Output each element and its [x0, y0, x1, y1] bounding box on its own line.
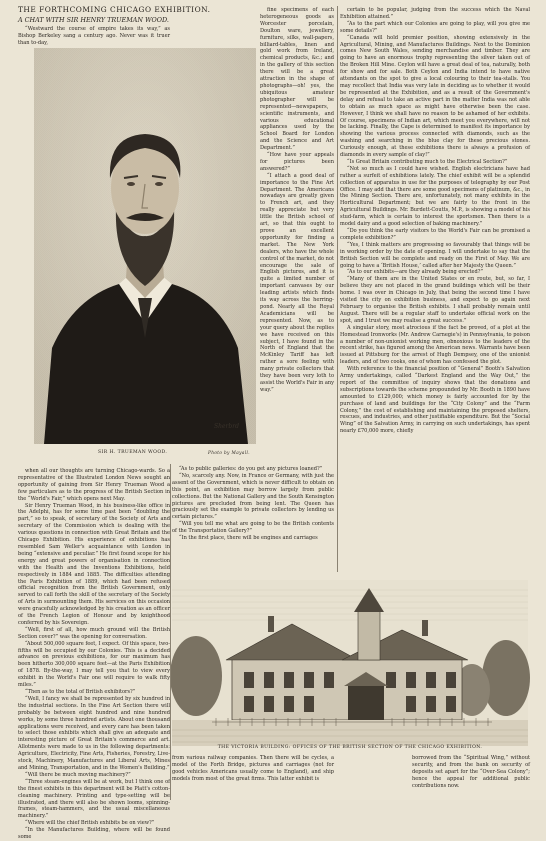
portrait-caption: SIR H. TRUEMAN WOOD. — [98, 450, 168, 455]
column-2-bottom — [172, 755, 334, 799]
article-paragraph: “Three steam-engines will be at work, but I think one of the finest exhibits in this department will be Platt's cotton-cleaning machinery. Printing and type-setting will be illustrated, and there will also be shown looms, spinning-frames, steam-hammers, and the usual miscellaneous machinery.” — [18, 778, 170, 820]
article-paragraph: “Will there be much moving machinery?” — [25, 771, 131, 778]
article-paragraph: “Do you think the early visitors to the World's Fair can be promised a complete exhibition?” — [340, 228, 530, 241]
photo-credit: Photo by Mayall. — [208, 450, 251, 455]
artist-signature: Sherbrd — [214, 423, 239, 430]
article-paragraph: With reference to the financial position of “General” Booth's Salvation Army undertakings, called “Darkest England and the Way Out,” the report of the committee of inquiry shows that the donations and subscriptions towards the scheme propounded by Mr. Booth in 1890 have amounted to £129,000; which money is fairly accounted for by the purchase of land and buildings for the “City Colony” and the “Farm Colony,” the cost of establishing and maintaining the proposed shelters, rescues, and industries, and other justifiable expenditure. But the “Social Wing” of the Salvation Army, in carrying on such undertakings, has spent nearly £70,000 more, chiefly — [340, 366, 530, 435]
column-3 — [340, 7, 530, 575]
victoria-building-illustration — [172, 580, 528, 746]
article-paragraph: “As to our exhibits—are they already being erected?” — [347, 269, 484, 276]
column-1 — [18, 468, 170, 841]
article-paragraph: “Well, first of all, how much ground will the British Section cover?” was the opening for conversation. — [18, 626, 170, 640]
article-paragraph: “As to the part which our Colonies are going to play, will you give me some details?” — [340, 20, 530, 34]
article-paragraph: fine specimens of each heterogeneous goods as Worcester porcelain, Doulton ware, jewellery, furniture, silks, wall-papers, billiard-tables, linen and gold work from Ireland, chemical products, &c.; and in the gallery of this section there will be a great attraction in the shape of photographs—oh! yes, the ubiquitous amateur photographer will be represented—newspapers, scientific instruments, and various educational appliances used by the School Board for London and the Science and Art Department.” — [260, 7, 334, 152]
article-paragraph: “Where will the chief British exhibits be on view?” — [25, 820, 155, 827]
article-paragraph: “I attach a good deal of importance to the Fine Art Department. The Americans nowadays are greatly given to French art, and they really appreciate but very little the British school of art, so that this ought to prove an excellent opportunity for finding a market. The New York dealers, who have the whole control of the market, do not encourage the sale of English pictures, and it is quite a limited number of important canvases by our leading artists which finds its way across the herring-pond. Nearly all the Royal Academicians will be represented. Now, as to your query about the replies we have received on this subject, I have found in the North of England that the McKinley Tariff has left rather a sore feeling with many private collectors that they have been very loth to assist the World's Fair in any way.” — [260, 172, 334, 393]
intro-text — [18, 26, 170, 46]
column-rule — [337, 6, 338, 572]
headline: THE FORTHCOMING CHICAGO EXHIBITION. — [18, 5, 211, 14]
column-2-wide — [172, 466, 334, 578]
column-2-bottom-paragraph: from various railway companies. Then there will be cycles, a model of the Forth Bridge, pictures and carriages (not for good vehicles Americans usually come to England), and ship models from most of the great firms. This latter exhibit is — [172, 755, 334, 782]
article-paragraph: Sir Henry Trueman Wood, in his business-like office in the Adelphi, has for some time past been “doubling the part,” so to speak, of secretary of the Society of Arts and secretary of the Commission which is dealing with the various questions in connection with Great Britain and the Chicago Exhibition. His experience of exhibitions has resembled Sam Weller's acquaintance with London in being “extensive and peculiar.” He first found scope for his energy and great powers of organisation in connection with the Health and the Inventions Exhibitions, held respectively in 1884 and 1885. The difficulties attending the Paris Exhibition of 1889, which had been refused official recognition from the British Government, only served to call forth the skill of the secretary of the Society of Arts in surmounting them. His services on this occasion were gracefully acknowledged by his creation as an officer of the French Legion of Honour and by knighthood conferred by his Sovereign. — [18, 502, 170, 626]
article-paragraph: “Canada will hold premier position, showing extensively in the Agricultural, Mining, and Manufactures Buildings. Next to the Dominion comes New South Wales, sending merchandise and timber. They are going to have an enormous trophy representing the silver taken out of the Broken Hill Mine. Ceylon will have a great deal of tea, naturally, both for show and for sale. Both Ceylon and India intend to have native attendants on the spot to give a local colouring to their tea-stalls. You may recollect that India was very late in deciding as to whether it would be represented at the Exhibition, and as a result of the Government's delay and refusal to take an active part in the matter India was not able to obtain as much space as might have otherwise been the case. However, I think we shall have no reason to be ashamed of her exhibits. Of course, specimens of Indian art, which meet you everywhere, will not be lacking. Finally, the Cape is determined to manifest its importance by showing the various process connected with diamonds, such as the washing and searching in the blue clay for these precious stones. Curiously enough, at these exhibitions there is always a profusion of diamonds in every sample of clay!” — [340, 34, 530, 159]
column-2-narrow — [260, 7, 334, 445]
article-paragraph: “No, scarcely any. Now, in France or Germany, with just the assent of the Government, which is never difficult to obtain on this point, an exhibition may borrow largely from public collections. But the National Gallery and the South Kensington pictures are precluded from being lent. The Queen has graciously set the example to private collectors by lending us certain pictures.” — [172, 472, 334, 521]
intro-paragraph: “Westward the course of empire takes its way,” as Bishop Berkeley sang a century ago. Never was it truer than to-day, — [18, 26, 170, 46]
article-paragraph: “Well, I fancy we shall be represented by six hundred in the industrial sections. In the Fine Art Section there will probably be between eight hundred and nine hundred works, by some three hundred artists. About one thousand applications were received, and every care has been taken to select those exhibits which shall give an adequate and interesting picture of Great Britain's commerce and art. Allotments were made to us in the following departments: Agriculture, Electricity, Fine Arts, Fisheries, Forestry, Live-stock, Machinery, Manufactures and Liberal Arts, Mines and Mining, Transportation, and in the Women's Building.” — [18, 695, 170, 771]
article-paragraph: “Many of them are in the United States or en route, but, so far, I believe they are not placed in the grand buildings which will be their home. I was over in Chicago in July, that being the second time I have visited the city on exhibition business, and expect to go again next February to organise the British exhibits. I shall probably remain until August. There will be a regular staff to undertake official work on the spot, and I trust we may realise a great success.” — [340, 276, 530, 324]
article-paragraph: certain to be popular, judging from the success which the Naval Exhibition attained.” — [340, 7, 530, 20]
article-paragraph: “Will you tell me what are going to be the British contents of the Transportation Gallery?” — [172, 521, 334, 535]
article-paragraph: “As to public galleries: do you get any pictures loaned?” — [179, 466, 323, 472]
article-paragraph: “Not so much as I could have wished. English electricians have had rather a surfeit of exhibitions lately. The chief exhibit will be a splendid collection of apparatus in use for the purposes of telegraphy by our Post Office. I may add that there are some good specimens of platinum, &c., in the Mining Section. There are, unfortunately, not many exhibits in the Horticultural Department; but we are fairly to the front in the Agricultural Buildings. Mr. Burdett-Coutts, M.P., is showing a model of his stud-farm, which is certain to interest the sportsmen. Then there is a model dairy and a good selection of baking machinery.” — [340, 165, 530, 228]
article-paragraph: A singular story, most atrocious if the fact be proved, of a plot at the Homestead Ironworks (Mr. Andrew Carnegie's) in Pennsylvania, to poison a number of non-unionist working men, obnoxious to the leaders of the recent strike, has figured among the American news. Warrants have been issued at Pittsburg for the arrest of Hugh Dempsey, one of the unionist leaders, and of two cooks, one of whom has confessed the plot. — [340, 324, 530, 366]
article-paragraph: “Is Great Britain contributing much to the Electrical Section?” — [347, 158, 508, 165]
column-rule — [170, 464, 171, 800]
column-3-bottom — [412, 755, 530, 799]
article-paragraph: “About 500,000 square feet, I expect. Of this space, two-fifths will be occupied by our Colonies. This is a decided advance on previous exhibitions, for our maximum has been hitherto 300,000 square feet—at the Paris Exhibition of 1878. By-the-way, I may tell you that to view every exhibit in the World's Fair one will require to walk fifty miles.” — [18, 640, 170, 689]
portrait-illustration — [34, 48, 256, 444]
column-3-bottom-paragraph: borrowed from the “Spiritual Wing,” without security, and from the bank on security of deposits set apart for the “Over-Sea Colony”; hence the appeal for additional public contributions now. — [412, 755, 530, 789]
article-paragraph: “Yes, I think matters are progressing so favourably that things will be in working order by the date of opening. I will undertake to say that the British Section will be complete and ready on the First of May. We are going to have a ‘British House,’ called after her Majesty the Queen.” — [340, 241, 530, 269]
article-paragraph: “In the first place, there will be engines and carriages — [179, 535, 318, 542]
subheadline: A CHAT WITH SIR HENRY TRUEMAN WOOD. — [18, 16, 169, 24]
article-paragraph: “In the Manufactures Building, where will be found some — [18, 827, 170, 841]
article-paragraph: when all our thoughts are turning Chicago-wards. So a representative of the Illustrated London News sought an opportunity of gaining from Sir Henry Trueman Wood a few particulars as to the progress of the British Section in the “World's Fair,” which opens next May. — [18, 468, 170, 502]
article-paragraph: “Then as to the total of British exhibitors?” — [25, 689, 136, 695]
article-paragraph: “How have your appeals for pictures been answered?” — [260, 152, 334, 172]
building-caption: THE VICTORIA BUILDING: OFFICES OF THE BRITISH SECTION OF THE CHICAGO EXHIBITION. — [217, 745, 483, 750]
